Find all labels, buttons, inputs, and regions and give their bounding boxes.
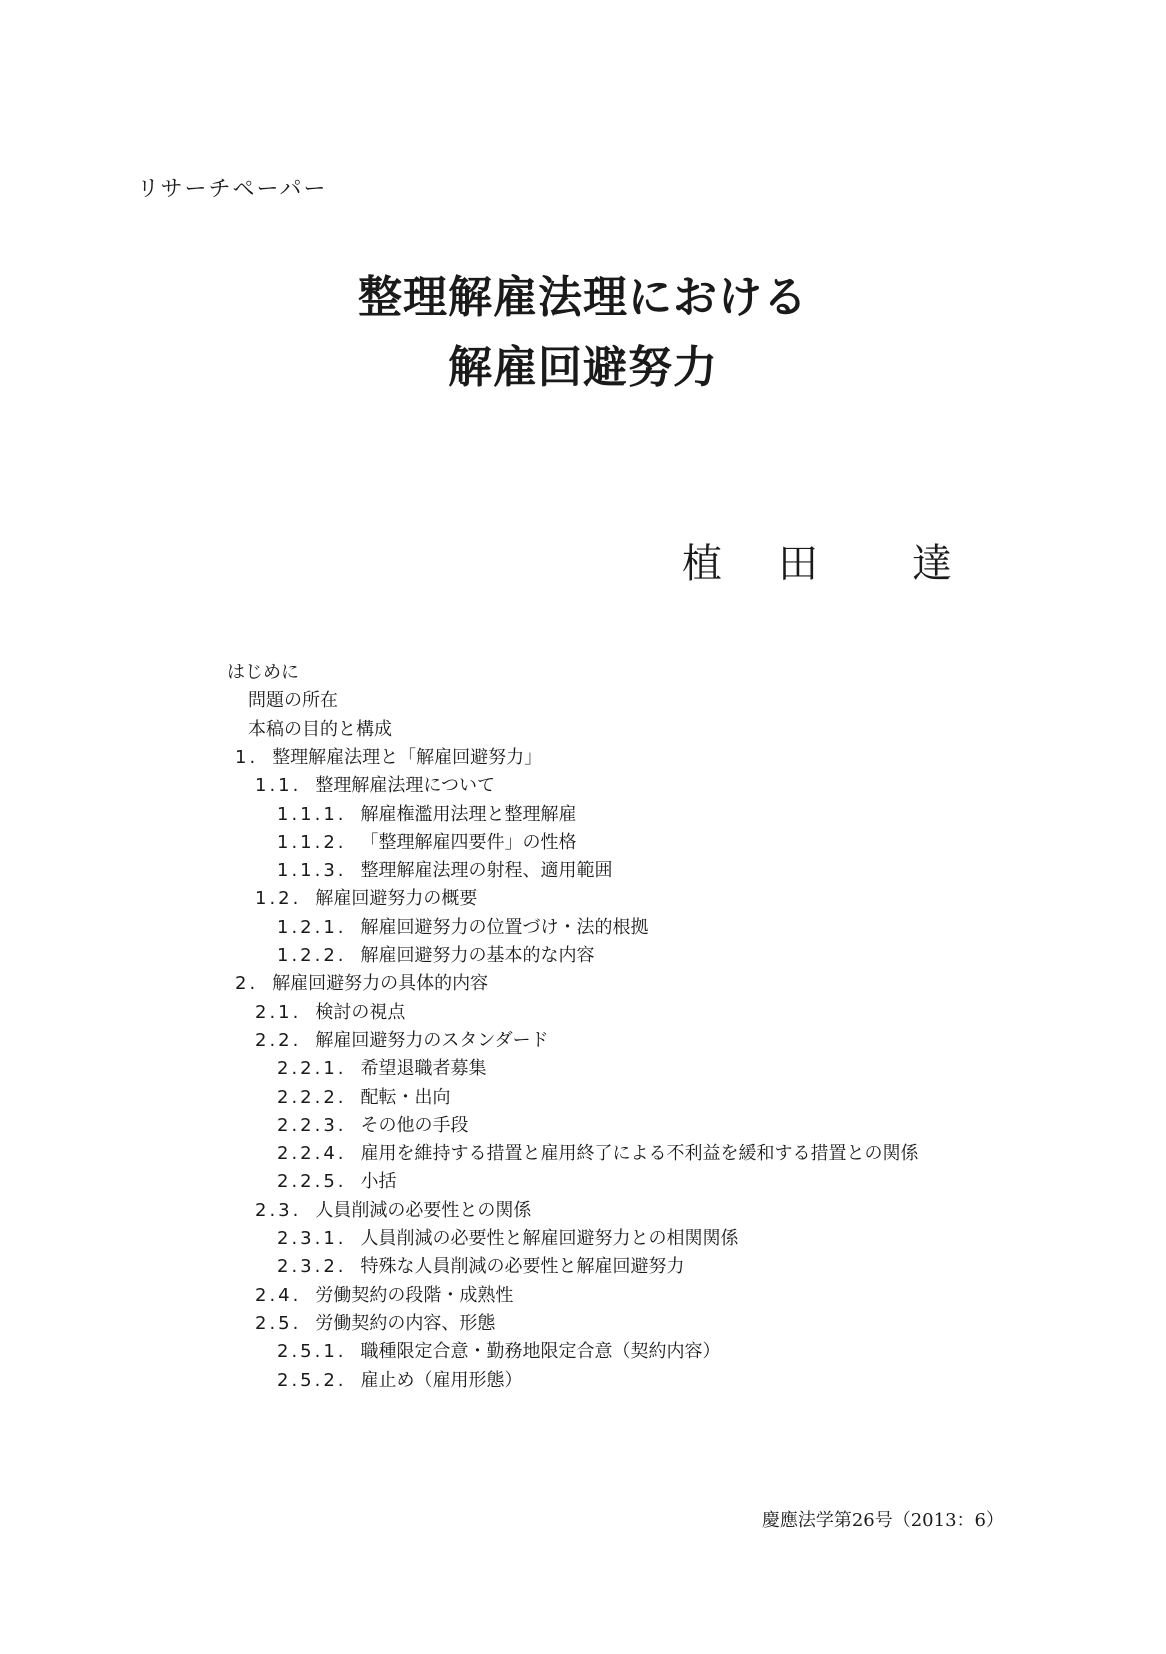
- toc-entry-title: 配転・出向: [360, 1087, 451, 1108]
- toc-entry: [277, 947, 595, 965]
- toc-entry: [255, 1287, 513, 1305]
- toc-entry-title: 解雇権濫用法理と整理解雇: [360, 804, 577, 825]
- toc-entry: [255, 1004, 405, 1022]
- author-surname-char-2: 田: [778, 541, 818, 587]
- toc-entry: [277, 919, 649, 937]
- toc-entry-title: 解雇回避努力のスタンダード: [315, 1030, 549, 1051]
- toc-entry: [277, 1145, 919, 1163]
- toc-entry-number: 2.1.: [255, 1002, 302, 1023]
- toc-entry-title: 雇用を維持する措置と雇用終了による不利益を緩和する措置との関係: [360, 1143, 919, 1164]
- toc-entry-number: 2.4.: [255, 1285, 302, 1306]
- toc-entry-number: 2.3.2.: [277, 1256, 347, 1277]
- toc-entry: [277, 862, 613, 880]
- toc-entry-title: 整理解雇法理と「解雇回避努力」: [272, 747, 543, 768]
- toc-entry: [255, 1315, 495, 1333]
- toc-entry-number: 2.5.2.: [277, 1370, 347, 1391]
- toc-entry-title: 人員削減の必要性と解雇回避努力との相関関係: [360, 1228, 739, 1249]
- toc-entry: [255, 890, 477, 908]
- toc-entry-title: 労働契約の段階・成熟性: [315, 1285, 514, 1306]
- toc-entry-title: 職種限定合意・勤務地限定合意（契約内容）: [360, 1341, 721, 1362]
- toc-entry: [277, 1173, 397, 1191]
- toc-entry: [277, 1089, 451, 1107]
- toc-entry-number: 1.2.: [255, 888, 302, 909]
- journal-footer: 慶應法学第26号（2013：6）: [761, 1510, 1004, 1531]
- toc-entry: [277, 1230, 739, 1248]
- author-surname-char-1: 植: [682, 541, 722, 587]
- toc-entry: [277, 1258, 685, 1276]
- toc-entry-number: 1.1.2.: [277, 832, 347, 853]
- toc-entry-number: 2.2.2.: [277, 1087, 347, 1108]
- toc-entry-number: 2.2.: [255, 1030, 302, 1051]
- toc-entry: [255, 777, 495, 795]
- toc-entry-number: 1.1.1.: [277, 804, 347, 825]
- toc-entry-title: 整理解雇法理の射程、適用範囲: [360, 860, 613, 881]
- toc-entry-title: 「整理解雇四要件」の性格: [360, 832, 577, 853]
- toc-entry-title: 特殊な人員削減の必要性と解雇回避努力: [360, 1256, 685, 1277]
- toc-entry-number: 1.2.1.: [277, 917, 347, 938]
- toc-entry-title: 労働契約の内容、形態: [315, 1313, 496, 1334]
- toc-entry-number: 2.: [235, 973, 259, 994]
- toc-entry-number: 1.: [235, 747, 259, 768]
- toc-entry-number: 2.2.3.: [277, 1115, 347, 1136]
- toc-entry: [277, 834, 577, 852]
- toc-entry: [277, 806, 577, 824]
- toc-entry-number: 2.2.5.: [277, 1171, 347, 1192]
- toc-entry-title: 解雇回避努力の具体的内容: [272, 973, 489, 994]
- toc-entry: [235, 749, 542, 767]
- toc-entry-title: 解雇回避努力の位置づけ・法的根拠: [360, 917, 649, 938]
- toc-entry-number: 2.3.1.: [277, 1228, 347, 1249]
- paper-category: リサーチペーパー: [137, 177, 328, 202]
- toc-entry-title: 問題の所在: [248, 690, 338, 711]
- toc-entry-title: 希望退職者募集: [360, 1058, 487, 1079]
- toc-entry: [255, 1202, 531, 1220]
- toc-entry-number: 2.3.: [255, 1200, 302, 1221]
- toc-entry-number: 1.2.2.: [277, 945, 347, 966]
- toc-entry-number: 2.2.4.: [277, 1143, 347, 1164]
- toc-entry: [277, 1117, 469, 1135]
- toc-entry-title: 解雇回避努力の概要: [315, 888, 478, 909]
- toc-entry-title: その他の手段: [360, 1115, 469, 1136]
- toc-entry-number: 2.5.1.: [277, 1341, 347, 1362]
- toc-entry-title: 整理解雇法理について: [315, 775, 495, 796]
- toc-entry-title: 本稿の目的と構成: [248, 719, 392, 740]
- toc-entry-title: はじめに: [227, 662, 299, 683]
- toc-entry-title: 雇止め（雇用形態）: [360, 1370, 523, 1391]
- toc-entry: [248, 721, 392, 739]
- toc-entry-title: 解雇回避努力の基本的な内容: [360, 945, 595, 966]
- toc-entry-title: 小括: [360, 1171, 397, 1192]
- toc-entry: [277, 1060, 487, 1078]
- paper-title-line-2: 解雇回避努力: [448, 342, 718, 393]
- toc-entry: [277, 1343, 721, 1361]
- toc-entry: [227, 664, 299, 682]
- author-given-name: 達: [912, 541, 952, 587]
- toc-entry: [235, 975, 488, 993]
- toc-entry: [255, 1032, 549, 1050]
- toc-entry-number: 2.5.: [255, 1313, 302, 1334]
- toc-entry-number: 2.2.1.: [277, 1058, 347, 1079]
- toc-entry: [277, 1372, 523, 1390]
- toc-entry-title: 検討の視点: [315, 1002, 406, 1023]
- toc-entry-number: 1.1.: [255, 775, 302, 796]
- toc-entry-number: 1.1.3.: [277, 860, 347, 881]
- toc-entry: [248, 692, 338, 710]
- toc-entry-title: 人員削減の必要性との関係: [315, 1200, 532, 1221]
- paper-title-line-1: 整理解雇法理における: [358, 272, 808, 323]
